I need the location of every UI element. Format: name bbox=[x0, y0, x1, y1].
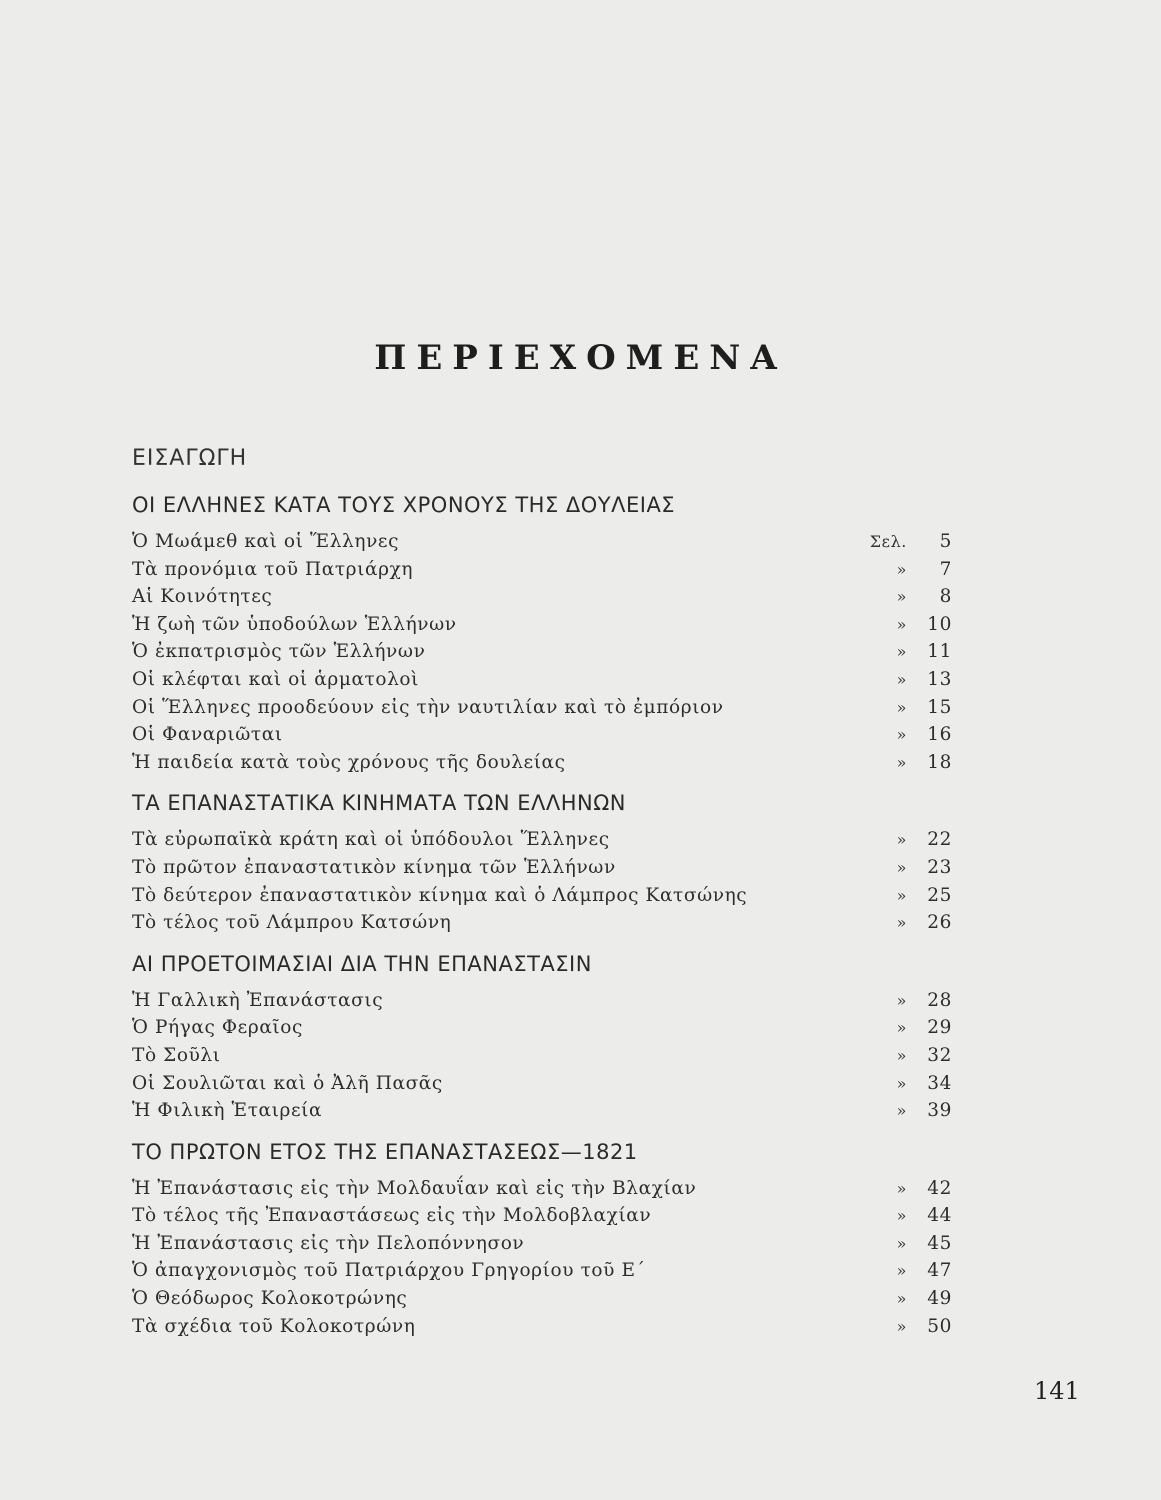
entry-title: Ἡ Φιλικὴ Ἑταιρεία bbox=[132, 1100, 323, 1122]
page-number: 141 bbox=[1034, 1377, 1080, 1405]
entry-page: 28 bbox=[927, 989, 952, 1011]
entry-title: Ὁ Ρήγας Φεραῖος bbox=[132, 1017, 303, 1039]
entry-title: Τὰ σχέδια τοῦ Κολοκοτρώνη bbox=[132, 1315, 416, 1337]
toc-section bbox=[132, 784, 962, 936]
section-entries bbox=[132, 826, 962, 936]
entry-marker: Σελ. bbox=[869, 532, 907, 551]
entry-title: Ἡ Γαλλικὴ Ἐπανάστασις bbox=[132, 989, 384, 1011]
entry-page: 13 bbox=[927, 668, 952, 690]
entry-page: 44 bbox=[927, 1205, 952, 1227]
toc-entry bbox=[132, 1230, 962, 1258]
toc-section bbox=[132, 1133, 962, 1341]
entry-marker: » bbox=[896, 830, 907, 850]
entry-page: 39 bbox=[927, 1100, 952, 1122]
toc-entry bbox=[132, 721, 962, 749]
entry-title: Τὸ τέλος τοῦ Λάμπρου Κατσώνη bbox=[132, 912, 452, 934]
toc-entry bbox=[132, 1042, 962, 1070]
entry-title: Οἱ Ἕλληνες προοδεύουν εἰς τὴν ναυτιλίαν καὶ τὸ ἐμπόριον bbox=[132, 696, 724, 718]
entry-title: Ἡ ζωὴ τῶν ὑποδούλων Ἑλλήνων bbox=[132, 613, 457, 635]
entry-page: 22 bbox=[927, 829, 952, 851]
entry-marker: » bbox=[896, 752, 907, 772]
entry-marker: » bbox=[896, 642, 907, 662]
entry-marker: » bbox=[896, 1206, 907, 1226]
entry-page: 16 bbox=[927, 724, 952, 746]
entry-marker: » bbox=[896, 1233, 907, 1253]
table-of-contents bbox=[132, 440, 962, 1340]
toc-entry bbox=[132, 556, 962, 584]
entry-title: Ἡ παιδεία κατὰ τοὺς χρόνους τῆς δουλείας bbox=[132, 751, 566, 773]
entry-marker: » bbox=[896, 669, 907, 689]
entry-page: 47 bbox=[927, 1260, 952, 1282]
entry-marker: » bbox=[896, 1316, 907, 1336]
section-heading: ΤΟ ΠΡΩΤΟΝ ΕΤΟΣ ΤΗΣ ΕΠΑΝΑΣΤΑΣΕΩΣ—1821 bbox=[132, 1139, 638, 1164]
entry-page: 26 bbox=[927, 912, 952, 934]
entry-page: 34 bbox=[927, 1072, 952, 1094]
entry-title: Ὁ Μωάμεθ καὶ οἱ Ἕλληνες bbox=[132, 531, 400, 552]
toc-entry bbox=[132, 1257, 962, 1285]
entry-marker: » bbox=[896, 1045, 907, 1065]
entry-marker: » bbox=[896, 1178, 907, 1198]
entry-marker: » bbox=[896, 1101, 907, 1121]
toc-entry bbox=[132, 1202, 962, 1230]
toc-entry bbox=[132, 528, 962, 556]
entry-page: 7 bbox=[939, 558, 952, 580]
entry-marker: » bbox=[896, 885, 907, 905]
entry-page: 25 bbox=[927, 884, 952, 906]
toc-section bbox=[132, 945, 962, 1125]
entry-marker: » bbox=[896, 725, 907, 745]
entry-title: Τὰ εὐρωπαϊκὰ κράτη καὶ οἱ ὑπόδουλοι Ἕλληνες bbox=[132, 829, 610, 851]
page-title: ΠΕΡΙΕΧΟΜΕΝΑ bbox=[374, 338, 787, 378]
entry-page: 50 bbox=[927, 1315, 952, 1337]
entry-title: Τὸ δεύτερον ἐπαναστατικὸν κίνημα καὶ ὁ Λάμπρος Κατσώνης bbox=[132, 884, 748, 906]
toc-entry bbox=[132, 583, 962, 611]
entry-marker: » bbox=[896, 1018, 907, 1038]
toc-section bbox=[132, 486, 962, 776]
toc-entry bbox=[132, 1097, 962, 1125]
entry-title: Οἱ Σουλιῶται καὶ ὁ Ἀλῆ Πασᾶς bbox=[132, 1072, 443, 1094]
entry-title: Οἱ Φαναριῶται bbox=[132, 724, 283, 746]
entry-title: Οἱ κλέφται καὶ οἱ ἁρματολοὶ bbox=[132, 668, 420, 690]
entry-marker: » bbox=[896, 1261, 907, 1281]
entry-title: Ἡ Ἐπανάστασις εἰς τὴν Μολδαυΐαν καὶ εἰς τὴν Βλαχίαν bbox=[132, 1177, 697, 1199]
entry-page: 5 bbox=[939, 531, 952, 552]
entry-page: 45 bbox=[927, 1232, 952, 1254]
toc-entry bbox=[132, 1070, 962, 1098]
entry-marker: » bbox=[896, 990, 907, 1010]
entry-marker: » bbox=[896, 559, 907, 579]
toc-entry bbox=[132, 694, 962, 722]
section-heading: ΤΑ ΕΠΑΝΑΣΤΑΤΙΚΑ ΚΙΝΗΜΑΤΑ ΤΩΝ ΕΛΛΗΝΩΝ bbox=[132, 791, 626, 816]
entry-page: 23 bbox=[927, 856, 952, 878]
entry-title: Τὰ προνόμια τοῦ Πατριάρχη bbox=[132, 558, 414, 580]
toc-entry bbox=[132, 854, 962, 882]
entry-title: Τὸ πρῶτον ἐπαναστατικὸν κίνημα τῶν Ἑλλήνων bbox=[132, 856, 616, 878]
section-heading: ΑΙ ΠΡΟΕΤΟΙΜΑΣΙΑΙ ΔΙΑ ΤΗΝ ΕΠΑΝΑΣΤΑΣΙΝ bbox=[132, 951, 592, 976]
toc-entry bbox=[132, 638, 962, 666]
entry-page: 49 bbox=[927, 1288, 952, 1310]
entry-page: 15 bbox=[927, 696, 952, 718]
section-entries bbox=[132, 528, 962, 776]
entry-marker: » bbox=[896, 697, 907, 717]
entry-marker: » bbox=[896, 1073, 907, 1093]
entry-title: Ὁ ἐκπατρισμὸς τῶν Ἑλλήνων bbox=[132, 641, 426, 663]
entry-marker: » bbox=[896, 857, 907, 877]
entry-title: Ὁ Θεόδωρος Κολοκοτρώνης bbox=[132, 1288, 408, 1310]
toc-entry bbox=[132, 1285, 962, 1313]
entry-title: Τὸ τέλος τῆς Ἐπαναστάσεως εἰς τὴν Μολδοβλαχίαν bbox=[132, 1205, 652, 1227]
toc-entry bbox=[132, 749, 962, 777]
toc-entry bbox=[132, 666, 962, 694]
entry-page: 8 bbox=[939, 586, 952, 608]
entry-title: Τὸ Σοῦλι bbox=[132, 1044, 221, 1066]
section-entries bbox=[132, 1175, 962, 1341]
toc-entry bbox=[132, 1175, 962, 1203]
entry-marker: » bbox=[896, 587, 907, 607]
entry-title: Ἡ Ἐπανάστασις εἰς τὴν Πελοπόννησον bbox=[132, 1232, 525, 1254]
entry-marker: » bbox=[896, 1289, 907, 1309]
entry-marker: » bbox=[896, 913, 907, 933]
entry-page: 32 bbox=[927, 1044, 952, 1066]
entry-page: 29 bbox=[927, 1017, 952, 1039]
section-heading: ΟΙ ΕΛΛΗΝΕΣ ΚΑΤΑ ΤΟΥΣ ΧΡΟΝΟΥΣ ΤΗΣ ΔΟΥΛΕΙΑΣ bbox=[132, 493, 676, 517]
entry-title: Ὁ ἀπαγχονισμὸς τοῦ Πατριάρχου Γρηγορίου τοῦ Ε΄ bbox=[132, 1260, 646, 1282]
entry-page: 11 bbox=[927, 641, 952, 663]
entry-title: Αἱ Κοινότητες bbox=[132, 586, 273, 608]
entry-page: 18 bbox=[927, 751, 952, 773]
toc-entry bbox=[132, 909, 962, 937]
entry-page: 42 bbox=[927, 1177, 952, 1199]
toc-entry bbox=[132, 611, 962, 639]
toc-entry bbox=[132, 1014, 962, 1042]
entry-page: 10 bbox=[927, 613, 952, 635]
entry-marker: » bbox=[896, 614, 907, 634]
toc-entry bbox=[132, 826, 962, 854]
toc-entry bbox=[132, 882, 962, 910]
intro-heading: ΕΙΣΑΓΩΓΗ bbox=[132, 446, 248, 471]
section-entries bbox=[132, 987, 962, 1125]
toc-entry bbox=[132, 987, 962, 1015]
toc-entry bbox=[132, 1313, 962, 1341]
